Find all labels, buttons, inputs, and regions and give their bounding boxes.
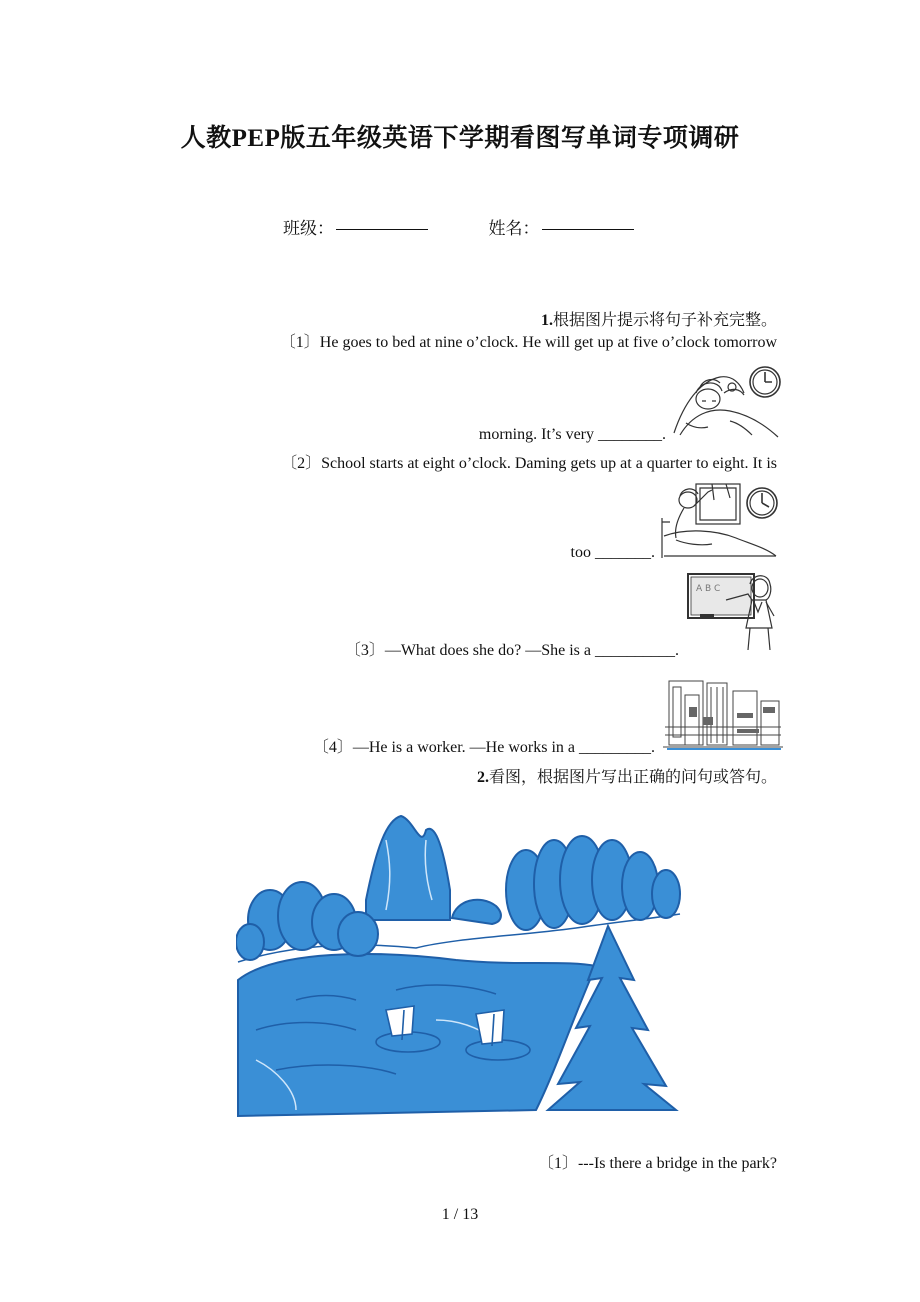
student-info: [283, 214, 634, 239]
item1-line1: 〔1〕He goes to bed at nine o’clock. He will get up at five o’clock tomorrow: [279, 334, 777, 351]
section1-heading: [541, 307, 777, 330]
section2-question1: 〔1〕---Is there a bridge in the park?: [537, 1155, 777, 1172]
page-number: 1 / 13: [441, 1206, 479, 1223]
section2-heading: [477, 764, 777, 787]
page-title: 人教PEP版五年级英语下学期看图写单词专项调研: [180, 125, 740, 152]
late-wakeup-clock-image: [656, 478, 782, 560]
item4-line: 〔4〕—He is a worker. —He works in a _________.: [312, 739, 655, 756]
section1-number: 1.: [540, 312, 553, 329]
teacher-blackboard-image: [686, 572, 782, 654]
factory-image: [663, 677, 783, 751]
item2-line2: too _______.: [570, 544, 655, 561]
section2-number: 2.: [476, 769, 489, 786]
section1-heading-text: 根据图片提示将句子补充完整。: [552, 312, 777, 329]
name-blank[interactable]: [542, 229, 634, 230]
class-label: 班级：: [283, 219, 334, 238]
sleeping-person-clock-image: [670, 363, 782, 441]
park-lake-image: [236, 810, 682, 1118]
item1-line2: morning. It’s very ________.: [478, 426, 666, 443]
blackboard-text: A B C: [696, 584, 721, 594]
section2-heading-text: 看图，根据图片写出正确的问句或答句。: [488, 769, 777, 786]
name-label: 姓名：: [488, 219, 540, 238]
item3-line: 〔3〕—What does she do? —She is a __________.: [344, 642, 679, 659]
class-blank[interactable]: [336, 229, 428, 230]
item2-line1: 〔2〕School starts at eight o’clock. Daming gets up at a quarter to eight. It is: [281, 455, 777, 472]
